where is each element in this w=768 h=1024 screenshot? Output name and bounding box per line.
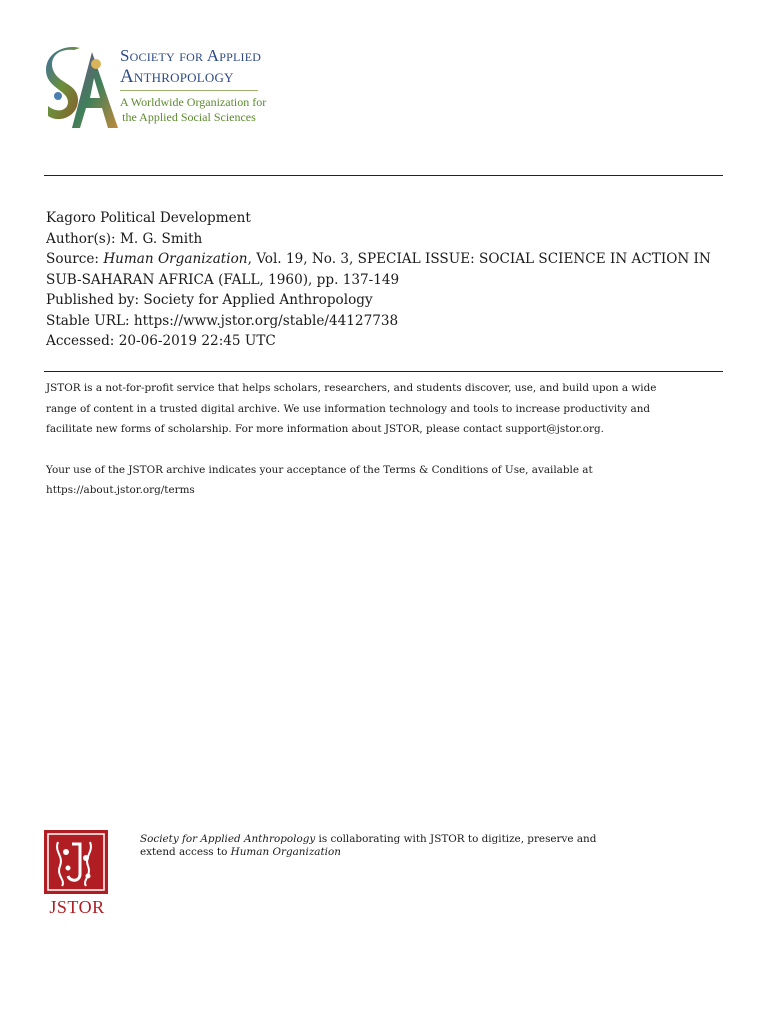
middle-divider — [44, 371, 723, 372]
collab-line2 — [140, 846, 700, 859]
stable-url-line — [46, 311, 726, 332]
collab-journal: Human Organization — [230, 846, 341, 858]
publisher-name: Society for Applied Anthropology — [143, 292, 373, 308]
collaboration-statement — [140, 833, 700, 859]
jstor-wordmark: JSTOR — [49, 897, 105, 917]
notice-line: JSTOR is a not-for-profit service that helps scholars, researchers, and students discover, use, and build upon a wide — [46, 382, 657, 394]
notice-line: facilitate new forms of scholarship. For more information about JSTOR, please contact support@jstor.org. — [46, 423, 604, 436]
logo-tagline-line1: A Worldwide Organization for — [120, 95, 267, 109]
collab-text: is collaborating with JSTOR to digitize, preserve and — [315, 833, 597, 845]
source-label: Source: — [46, 251, 104, 267]
source-line — [46, 249, 726, 270]
logo-name-line2: Anthropology — [120, 66, 234, 87]
logo-name-line1: Society for Applied — [120, 46, 262, 65]
terms-line: Your use of the JSTOR archive indicates your acceptance of the Terms & Conditions of Use, available at — [46, 463, 593, 476]
jstor-logo-icon — [44, 830, 108, 894]
accessed-line — [46, 331, 726, 352]
logo-tagline-line2: the Applied Social Sciences — [122, 110, 256, 124]
publisher-line — [46, 290, 726, 311]
article-title: Kagoro Political Development — [46, 210, 251, 226]
accessed-label: Accessed: — [46, 333, 119, 349]
author-label: Author(s): — [46, 230, 120, 247]
accessed-date: 20-06-2019 22:45 UTC — [118, 333, 276, 349]
publisher-label: Published by: — [46, 292, 144, 308]
source-line-continued: SUB-SAHARAN AFRICA (FALL, 1960), pp. 137-149 — [46, 271, 400, 288]
logo-divider — [120, 90, 258, 91]
notice-line: range of content in a trusted digital archive. We use information technology and tools to increase productivity and — [46, 402, 651, 415]
collab-text: extend access to — [140, 846, 231, 858]
stable-url-label: Stable URL: — [46, 312, 134, 329]
author-name: M. G. Smith — [119, 230, 203, 247]
collab-line1 — [140, 833, 700, 846]
jstor-notice — [46, 378, 726, 501]
journal-name: Human Organization — [103, 251, 248, 267]
top-divider — [44, 175, 723, 176]
article-metadata — [46, 208, 726, 352]
source-details: , Vol. 19, No. 3, SPECIAL ISSUE: SOCIAL SCIENCE IN ACTION IN — [247, 251, 711, 267]
stable-url-link[interactable]: https://www.jstor.org/stable/44127738 — [133, 312, 399, 329]
society-for-applied-anthropology-logo-icon — [44, 44, 120, 130]
terms-link[interactable]: https://about.jstor.org/terms — [46, 484, 195, 497]
author-line — [46, 229, 726, 250]
publisher-logo — [44, 44, 274, 134]
collab-organization: Society for Applied Anthropology — [140, 833, 316, 845]
